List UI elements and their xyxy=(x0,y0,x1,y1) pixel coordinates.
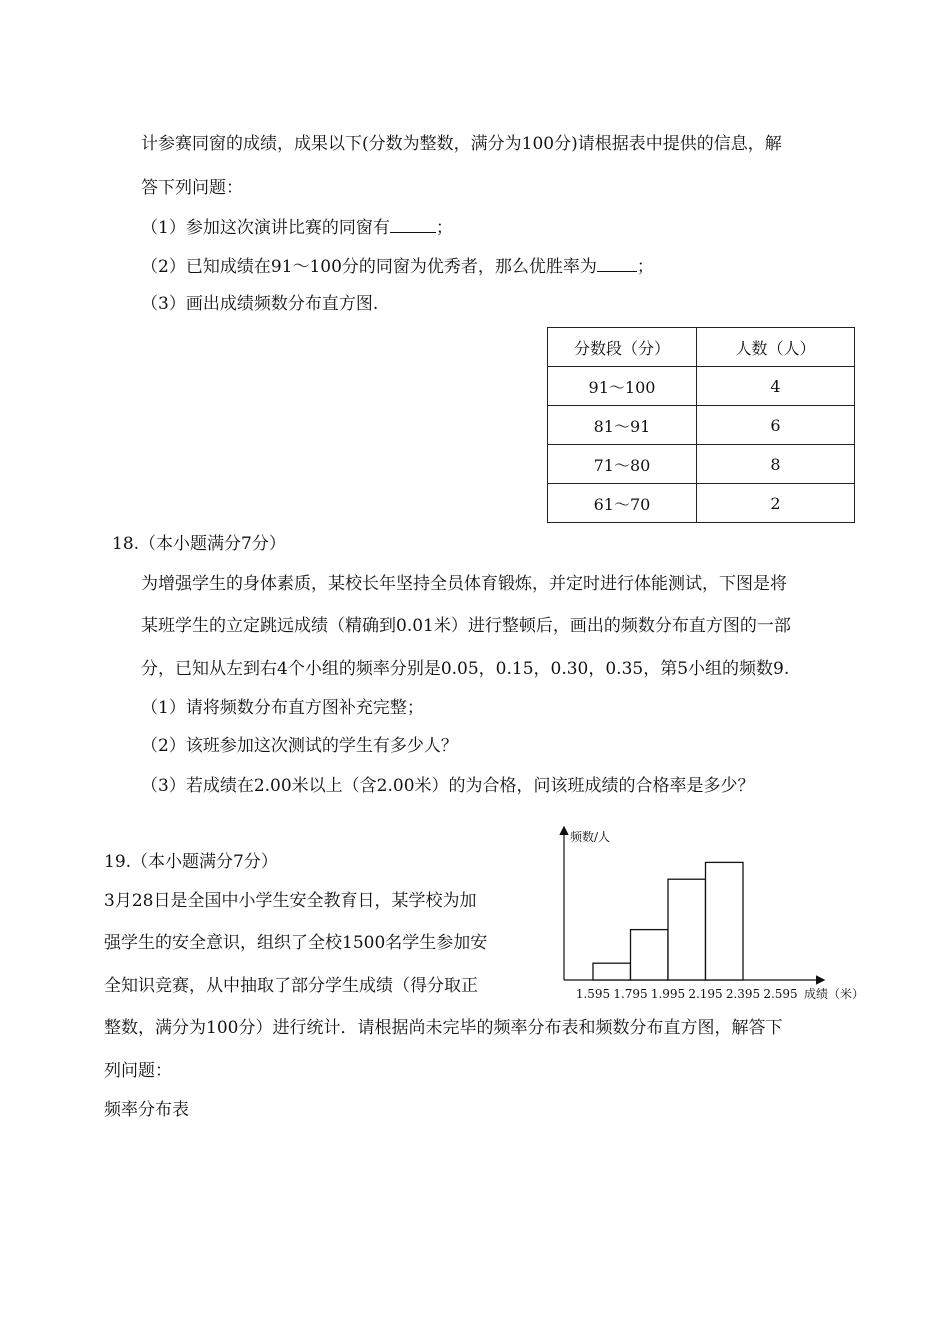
q18-line-3: 分，已知从左到右4个小组的频率分别是0.05，0.15，0.30，0.35，第5小组的频数9. xyxy=(141,659,790,679)
table-header-row xyxy=(548,328,855,367)
q19-heading: 19.（本小题满分7分） xyxy=(104,852,278,872)
q17-part-1-end: ； xyxy=(435,218,453,238)
q17-part-2-text: （2）已知成绩在91～100分的同窗为优秀者，那么优胜率为 xyxy=(141,257,597,277)
q18-part-2: （2）该班参加这次测试的学生有多少人？ xyxy=(141,736,458,756)
q17-part-2-end: ； xyxy=(636,257,654,277)
x-tick-label: 1.995 xyxy=(650,987,686,1001)
x-tick-label: 1.795 xyxy=(613,987,648,1001)
x-tick-label: 2.195 xyxy=(688,987,723,1001)
histogram-bar xyxy=(706,862,744,980)
histogram-bar xyxy=(631,930,669,980)
q18-line-2: 某班学生的立定跳远成绩（精确到0.01米）进行整顿后，画出的频数分布直方图的一部 xyxy=(141,616,791,636)
table-cell: 2 xyxy=(697,484,855,523)
table-cell: 71～80 xyxy=(548,445,697,484)
q19-line-3: 全知识竞赛，从中抽取了部分学生成绩（得分取正 xyxy=(104,976,478,996)
q17-part-1 xyxy=(141,214,453,240)
q18-line-1: 为增强学生的身体素质，某校长年坚持全员体育锻炼，并定时进行体能测试，下图是将 xyxy=(141,574,787,594)
q17-part-2 xyxy=(141,253,654,279)
q19-line-2: 强学生的安全意识，组织了全校1500名学生参加安 xyxy=(104,933,488,953)
table-row xyxy=(548,406,855,445)
x-tick-label: 2.395 xyxy=(725,987,761,1001)
score-table xyxy=(547,327,855,523)
y-axis-label: 频数/人 xyxy=(570,830,611,844)
q19-table-title: 频率分布表 xyxy=(104,1100,189,1120)
table-cell: 4 xyxy=(697,367,855,406)
table-row xyxy=(548,367,855,406)
answer-blank xyxy=(390,214,436,233)
histogram-bar xyxy=(593,963,631,980)
histogram-bar xyxy=(668,879,706,980)
q18-heading: 18.（本小题满分7分） xyxy=(112,534,286,554)
x-tick-label: 2.595 xyxy=(763,987,798,1001)
table-cell: 81～91 xyxy=(548,406,697,445)
q18-part-1: （1）请将频数分布直方图补充完整； xyxy=(141,698,424,718)
q19-line-1: 3月28日是全国中小学生安全教育日，某学校为加 xyxy=(104,891,477,911)
table-row xyxy=(548,445,855,484)
x-axis-label: 成绩（米） xyxy=(804,987,865,1001)
table-cell: 6 xyxy=(697,406,855,445)
q18-part-3: （3）若成绩在2.00米以上（含2.00米）的为合格，问该班成绩的合格率是多少？ xyxy=(141,776,755,796)
frequency-histogram xyxy=(548,826,878,1006)
x-tick-label: 1.595 xyxy=(575,987,611,1001)
q17-part-3: （3）画出成绩频数分布直方图. xyxy=(141,294,379,314)
q17-part-1-text: （1）参加这次演讲比赛的同窗有 xyxy=(141,218,390,238)
q17-line-1: 计参赛同窗的成绩，成果以下(分数为整数，满分为100分)请根据表中提供的信息，解 xyxy=(141,134,782,154)
table-row xyxy=(548,484,855,523)
q19-line-4: 整数，满分为100分）进行统计．请根据尚未完毕的频率分布表和频数分布直方图，解答下 xyxy=(104,1018,783,1038)
table-cell: 61～70 xyxy=(548,484,697,523)
table-header: 人数（人） xyxy=(697,328,855,367)
answer-blank xyxy=(597,253,637,272)
table-header: 分数段（分） xyxy=(548,328,697,367)
table-cell: 91～100 xyxy=(548,367,697,406)
q19-line-5: 列问题： xyxy=(104,1061,172,1081)
q17-line-2: 答下列问题： xyxy=(141,178,243,198)
table-cell: 8 xyxy=(697,445,855,484)
